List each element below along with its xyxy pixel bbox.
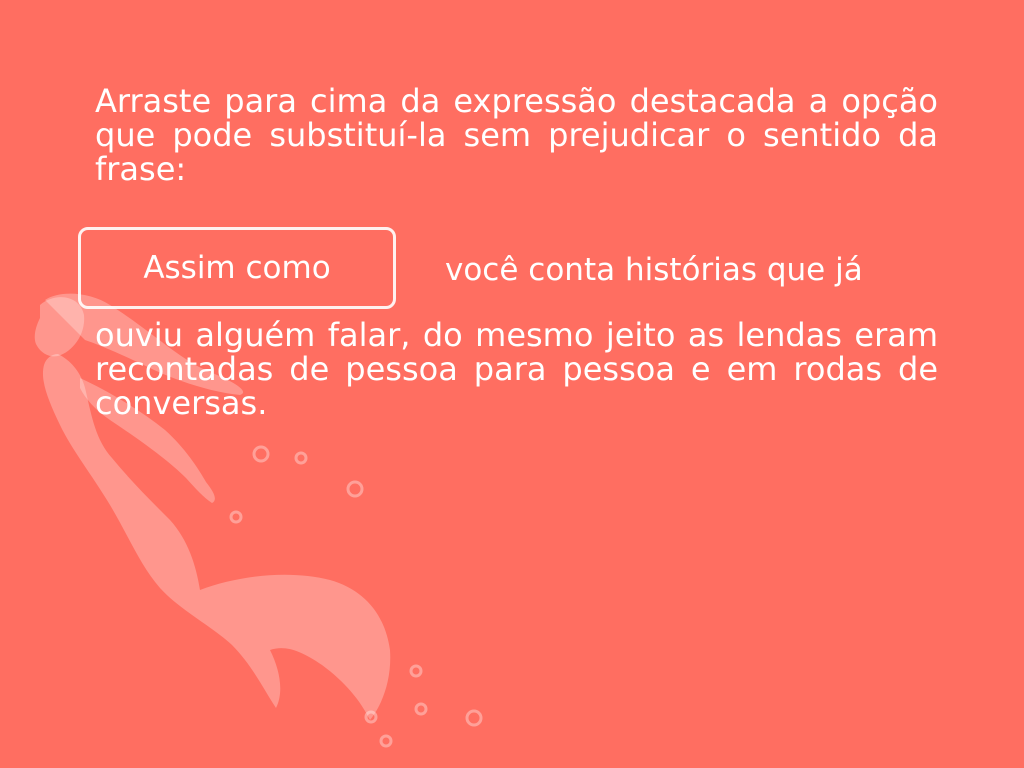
instruction-text: Arraste para cima da expressão destacada a opção que pode substituí-la sem prejudicar o sentido da frase: — [95, 82, 938, 188]
answer-drop-zone[interactable] — [78, 227, 396, 309]
highlighted-expression: Assim como — [143, 250, 331, 286]
sentence-continuation: você conta histórias que já — [445, 252, 863, 288]
sentence-rest: ouviu alguém falar, do mesmo jeito as lendas eram recontadas de pessoa para pessoa e em rodas de conversas. — [95, 316, 938, 422]
